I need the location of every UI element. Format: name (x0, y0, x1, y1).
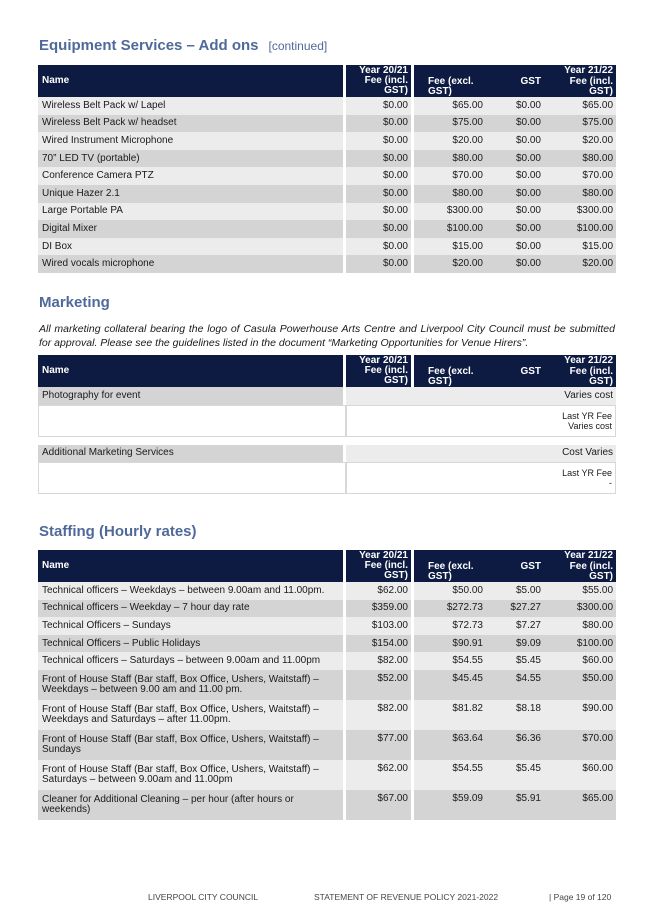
row-value-cell: $82.00 (346, 652, 414, 670)
col-name-header: Name (38, 355, 346, 387)
row-name-cell: Technical officers – Weekday – 7 hour day rate (38, 600, 346, 618)
row-name-cell: 70” LED TV (portable) (38, 150, 346, 168)
row-value-cell: $20.00 (544, 255, 616, 273)
row-value-cell: $300.00 (544, 600, 616, 618)
row-value-cell: $82.00 (346, 700, 414, 730)
col-fee-excl-header: Fee (excl. GST) (414, 76, 486, 97)
row-value-cell: $0.00 (346, 185, 414, 203)
marketing-item-row (38, 445, 616, 463)
col-gst-header: GST (486, 76, 544, 97)
row-value-cell: $0.00 (486, 132, 544, 150)
row-value-cell: $80.00 (544, 617, 616, 635)
row-name-cell: Wireless Belt Pack w/ Lapel (38, 97, 346, 115)
row-value-cell: $70.00 (544, 167, 616, 185)
last-year-label: Last YR Fee (562, 468, 613, 479)
spacer-row (38, 437, 616, 445)
footer-org: LIVERPOOL CITY COUNCIL (148, 892, 259, 902)
row-value-cell: $0.00 (346, 203, 414, 221)
row-value-cell: $70.00 (544, 730, 616, 760)
row-name-cell: DI Box (38, 238, 346, 256)
row-name-cell: Technical Officers – Public Holidays (38, 635, 346, 653)
row-name-cell: Front of House Staff (Bar staff, Box Office, Ushers, Waitstaff) – Saturdays – between 9.00am and 11.00pm (38, 760, 346, 790)
row-value-cell: $72.73 (414, 617, 486, 635)
table-row (38, 790, 616, 820)
row-value-cell: $0.00 (486, 238, 544, 256)
row-value-cell: $65.00 (414, 97, 486, 115)
col-fee-incl-new-header: Fee (incl. GST) (544, 561, 616, 582)
table-row (38, 582, 616, 600)
row-value-cell: $81.82 (414, 700, 486, 730)
row-value-cell: $0.00 (486, 150, 544, 168)
row-value-cell: $100.00 (544, 635, 616, 653)
row-name-cell: Front of House Staff (Bar staff, Box Office, Ushers, Waitstaff) – Sundays (38, 730, 346, 760)
col-fee-incl-header: Fee (incl. GST) (346, 366, 414, 387)
row-value-cell: $0.00 (486, 255, 544, 273)
row-value-cell: $0.00 (486, 185, 544, 203)
table-row (38, 97, 616, 115)
row-value-cell: $300.00 (544, 203, 616, 221)
row-value-cell: $0.00 (346, 255, 414, 273)
table-row (38, 115, 616, 133)
row-value-cell: $55.00 (544, 582, 616, 600)
col-gst-header: GST (486, 366, 544, 387)
equipment-heading (39, 37, 327, 54)
last-year-value: Varies cost (568, 420, 613, 431)
marketing-heading: Marketing (39, 294, 110, 311)
row-value-cell: $63.64 (414, 730, 486, 760)
row-value-cell: $0.00 (346, 220, 414, 238)
row-value-cell: $15.00 (544, 238, 616, 256)
row-value-cell: $0.00 (346, 238, 414, 256)
marketing-blank-cell (38, 462, 346, 494)
table-row (38, 652, 616, 670)
col-fee-excl-header: Fee (excl. GST) (414, 561, 486, 582)
col-fee-incl-header: Fee (incl. GST) (346, 76, 414, 97)
row-value-cell: $272.73 (414, 600, 486, 618)
marketing-item-name: Additional Marketing Services (38, 445, 346, 463)
row-value-cell: $80.00 (414, 150, 486, 168)
header-year-row (38, 550, 616, 561)
spacer-cell (38, 437, 616, 445)
staffing-fees-table (38, 550, 616, 820)
row-value-cell: $8.18 (486, 700, 544, 730)
table-body (38, 582, 616, 820)
row-value-cell: $52.00 (346, 670, 414, 700)
row-value-cell: $0.00 (486, 115, 544, 133)
row-value-cell: $54.55 (414, 652, 486, 670)
row-value-cell: $80.00 (544, 185, 616, 203)
row-value-cell: $0.00 (346, 115, 414, 133)
equipment-heading-text: Equipment Services – Add ons (39, 37, 259, 54)
row-value-cell: $4.55 (486, 670, 544, 700)
col-fee-excl-header: Fee (excl. GST) (414, 366, 486, 387)
table-row (38, 730, 616, 760)
footer-doc-title: STATEMENT OF REVENUE POLICY 2021-2022 (314, 892, 499, 902)
row-value-cell: $60.00 (544, 652, 616, 670)
row-value-cell: $77.00 (346, 730, 414, 760)
col-gst-header: GST (486, 561, 544, 582)
row-value-cell: $90.91 (414, 635, 486, 653)
marketing-item-fee: Cost Varies (346, 445, 616, 463)
year-new-header: Year 21/22 (414, 550, 616, 561)
marketing-item-fee: Varies cost (346, 387, 616, 405)
table-row (38, 600, 616, 618)
staffing-heading: Staffing (Hourly rates) (39, 523, 197, 540)
row-value-cell: $20.00 (414, 255, 486, 273)
table-row (38, 700, 616, 730)
marketing-last-year-cell (346, 462, 616, 494)
row-value-cell: $62.00 (346, 582, 414, 600)
row-value-cell: $359.00 (346, 600, 414, 618)
header-year-row (38, 355, 616, 366)
row-name-cell: Unique Hazer 2.1 (38, 185, 346, 203)
row-value-cell: $0.00 (486, 97, 544, 115)
col-fee-incl-header: Fee (incl. GST) (346, 561, 414, 582)
row-name-cell: Technical Officers – Sundays (38, 617, 346, 635)
last-year-label: Last YR Fee (562, 410, 613, 421)
table-row (38, 167, 616, 185)
row-value-cell: $103.00 (346, 617, 414, 635)
row-value-cell: $65.00 (544, 790, 616, 820)
marketing-last-year-row (38, 405, 616, 437)
table-row (38, 238, 616, 256)
row-value-cell: $90.00 (544, 700, 616, 730)
row-name-cell: Wireless Belt Pack w/ headset (38, 115, 346, 133)
row-value-cell: $0.00 (346, 150, 414, 168)
row-value-cell: $70.00 (414, 167, 486, 185)
row-value-cell: $7.27 (486, 617, 544, 635)
table-row (38, 635, 616, 653)
last-year-value: - (609, 478, 613, 489)
marketing-blank-cell (38, 405, 346, 437)
row-value-cell: $154.00 (346, 635, 414, 653)
table-row (38, 203, 616, 221)
header-year-row (38, 65, 616, 76)
row-value-cell: $9.09 (486, 635, 544, 653)
footer-page-number: | Page 19 of 120 (549, 892, 612, 902)
row-name-cell: Technical officers – Weekdays – between 9.00am and 11.00pm. (38, 582, 346, 600)
row-value-cell: $50.00 (414, 582, 486, 600)
row-value-cell: $0.00 (486, 220, 544, 238)
table-row (38, 185, 616, 203)
row-name-cell: Front of House Staff (Bar staff, Box Office, Ushers, Waitstaff) – Weekdays and Saturdays – after 11.00pm. (38, 700, 346, 730)
row-value-cell: $0.00 (486, 203, 544, 221)
col-fee-incl-new-header: Fee (incl. GST) (544, 366, 616, 387)
table-row (38, 617, 616, 635)
marketing-note: All marketing collateral bearing the logo of Casula Powerhouse Arts Centre and Liverpool City Council must be submitted for approval. Please see the guidelines listed in the document “Marketing Opportunities for Venue Hirers”. (39, 323, 615, 349)
row-value-cell: $62.00 (346, 760, 414, 790)
row-value-cell: $6.36 (486, 730, 544, 760)
row-value-cell: $0.00 (486, 167, 544, 185)
row-value-cell: $5.45 (486, 760, 544, 790)
table-row (38, 255, 616, 273)
row-name-cell: Wired Instrument Microphone (38, 132, 346, 150)
row-name-cell: Cleaner for Additional Cleaning – per hour (after hours or weekends) (38, 790, 346, 820)
year-old-header: Year 20/21 (346, 550, 414, 561)
year-new-header: Year 21/22 (414, 355, 616, 366)
table-row (38, 670, 616, 700)
marketing-last-year-row (38, 462, 616, 494)
marketing-item-row (38, 387, 616, 405)
table-row (38, 760, 616, 790)
table-body (38, 97, 616, 273)
row-value-cell: $65.00 (544, 97, 616, 115)
row-value-cell: $5.91 (486, 790, 544, 820)
row-value-cell: $0.00 (346, 97, 414, 115)
row-name-cell: Large Portable PA (38, 203, 346, 221)
table-body (38, 387, 616, 494)
row-value-cell: $15.00 (414, 238, 486, 256)
row-value-cell: $0.00 (346, 167, 414, 185)
row-value-cell: $50.00 (544, 670, 616, 700)
year-old-header: Year 20/21 (346, 65, 414, 76)
row-value-cell: $5.45 (486, 652, 544, 670)
table-row (38, 220, 616, 238)
row-name-cell: Technical officers – Saturdays – between 9.00am and 11.00pm (38, 652, 346, 670)
row-value-cell: $0.00 (346, 132, 414, 150)
row-value-cell: $59.09 (414, 790, 486, 820)
row-name-cell: Front of House Staff (Bar staff, Box Office, Ushers, Waitstaff) – Weekdays – between 9.00 am and 11.00 pm. (38, 670, 346, 700)
col-name-header: Name (38, 550, 346, 582)
row-value-cell: $75.00 (544, 115, 616, 133)
row-name-cell: Digital Mixer (38, 220, 346, 238)
row-value-cell: $300.00 (414, 203, 486, 221)
row-value-cell: $80.00 (414, 185, 486, 203)
row-value-cell: $100.00 (544, 220, 616, 238)
row-value-cell: $100.00 (414, 220, 486, 238)
col-name-header: Name (38, 65, 346, 97)
col-fee-incl-new-header: Fee (incl. GST) (544, 76, 616, 97)
continued-note: [continued] (268, 39, 328, 53)
row-value-cell: $20.00 (544, 132, 616, 150)
row-value-cell: $54.55 (414, 760, 486, 790)
row-value-cell: $67.00 (346, 790, 414, 820)
marketing-item-name: Photography for event (38, 387, 346, 405)
table-row (38, 150, 616, 168)
row-name-cell: Conference Camera PTZ (38, 167, 346, 185)
marketing-fees-table (38, 355, 616, 494)
row-value-cell: $27.27 (486, 600, 544, 618)
row-value-cell: $45.45 (414, 670, 486, 700)
table-header (38, 355, 616, 387)
year-new-header: Year 21/22 (414, 65, 616, 76)
row-value-cell: $60.00 (544, 760, 616, 790)
row-name-cell: Wired vocals microphone (38, 255, 346, 273)
table-header (38, 550, 616, 582)
row-value-cell: $20.00 (414, 132, 486, 150)
row-value-cell: $80.00 (544, 150, 616, 168)
row-value-cell: $75.00 (414, 115, 486, 133)
equipment-fees-table (38, 65, 616, 273)
marketing-last-year-cell (346, 405, 616, 437)
row-value-cell: $5.00 (486, 582, 544, 600)
table-row (38, 132, 616, 150)
year-old-header: Year 20/21 (346, 355, 414, 366)
table-header (38, 65, 616, 97)
